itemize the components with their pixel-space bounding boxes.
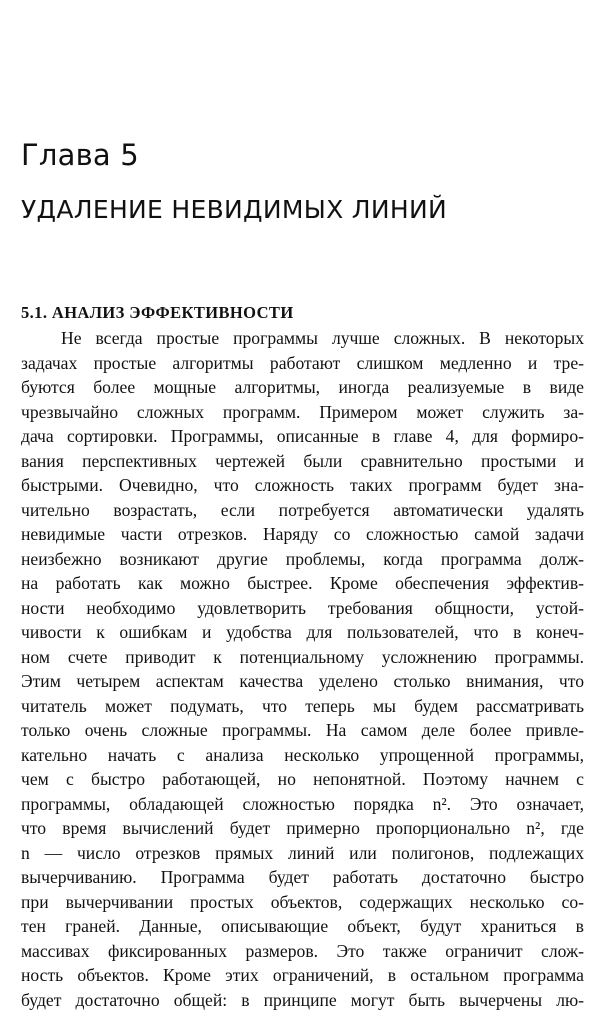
- chapter-title: УДАЛЕНИЕ НЕВИДИМЫХ ЛИНИЙ: [21, 194, 447, 226]
- body-line: что время вычислений будет примерно пропорционально n², где: [21, 816, 584, 841]
- body-line: Не всегда простые программы лучше сложных. В некоторых: [21, 326, 584, 351]
- body-line: Этим четырем аспектам качества уделено столько внимания, что: [21, 669, 584, 694]
- body-line: ном счете приводит к потенциальному усложнению программы.: [21, 645, 584, 670]
- body-line: только очень сложные программы. На самом деле более привле-: [21, 718, 584, 743]
- body-line: чительно возрастать, если потребуется автоматически удалять: [21, 498, 584, 523]
- body-line: невидимые части отрезков. Наряду со сложностью самой задачи: [21, 522, 584, 547]
- body-line: при вычерчивании простых объектов, содержащих несколько со-: [21, 890, 584, 915]
- body-line: программы, обладающей сложностью порядка n². Это означает,: [21, 792, 584, 817]
- body-line: n — число отрезков прямых линий или полигонов, подлежащих: [21, 841, 584, 866]
- body-line: быстрыми. Очевидно, что сложность таких программ будет зна-: [21, 473, 584, 498]
- body-line: буются более мощные алгоритмы, иногда реализуемые в виде: [21, 375, 584, 400]
- body-line: читатель может подумать, что теперь мы будем рассматривать: [21, 694, 584, 719]
- body-line: чрезвычайно сложных программ. Примером может служить за-: [21, 400, 584, 425]
- body-line: на работать как можно быстрее. Кроме обеспечения эффектив-: [21, 571, 584, 596]
- body-line: будет достаточно общей: в принципе могут быть вычерчены лю-: [21, 988, 584, 1012]
- section-heading: 5.1. АНАЛИЗ ЭФФЕКТИВНОСТИ: [21, 302, 294, 324]
- body-line: кательно начать с анализа несколько упрощенной программы,: [21, 743, 584, 768]
- body-line: массивах фиксированных размеров. Это также ограничит слож-: [21, 939, 584, 964]
- body-line: вания перспективных чертежей были сравнительно простыми и: [21, 449, 584, 474]
- body-line: вычерчиванию. Программа будет работать достаточно быстро: [21, 865, 584, 890]
- chapter-label: Глава 5: [21, 137, 139, 173]
- body-line: дача сортировки. Программы, описанные в главе 4, для формиро-: [21, 424, 584, 449]
- body-line: тен граней. Данные, описывающие объект, будут храниться в: [21, 914, 584, 939]
- body-line: чем с быстро работающей, но непонятной. Поэтому начнем с: [21, 767, 584, 792]
- body-line: задачах простые алгоритмы работают слишком медленно и тре-: [21, 351, 584, 376]
- body-line: чивости к ошибкам и удобства для пользователей, что в конеч-: [21, 620, 584, 645]
- body-line: ность объектов. Кроме этих ограничений, в остальном программа: [21, 963, 584, 988]
- body-line: неизбежно возникают другие проблемы, когда программа долж-: [21, 547, 584, 572]
- body-paragraph: [21, 326, 584, 1012]
- body-line: ности необходимо удовлетворить требования общности, устой-: [21, 596, 584, 621]
